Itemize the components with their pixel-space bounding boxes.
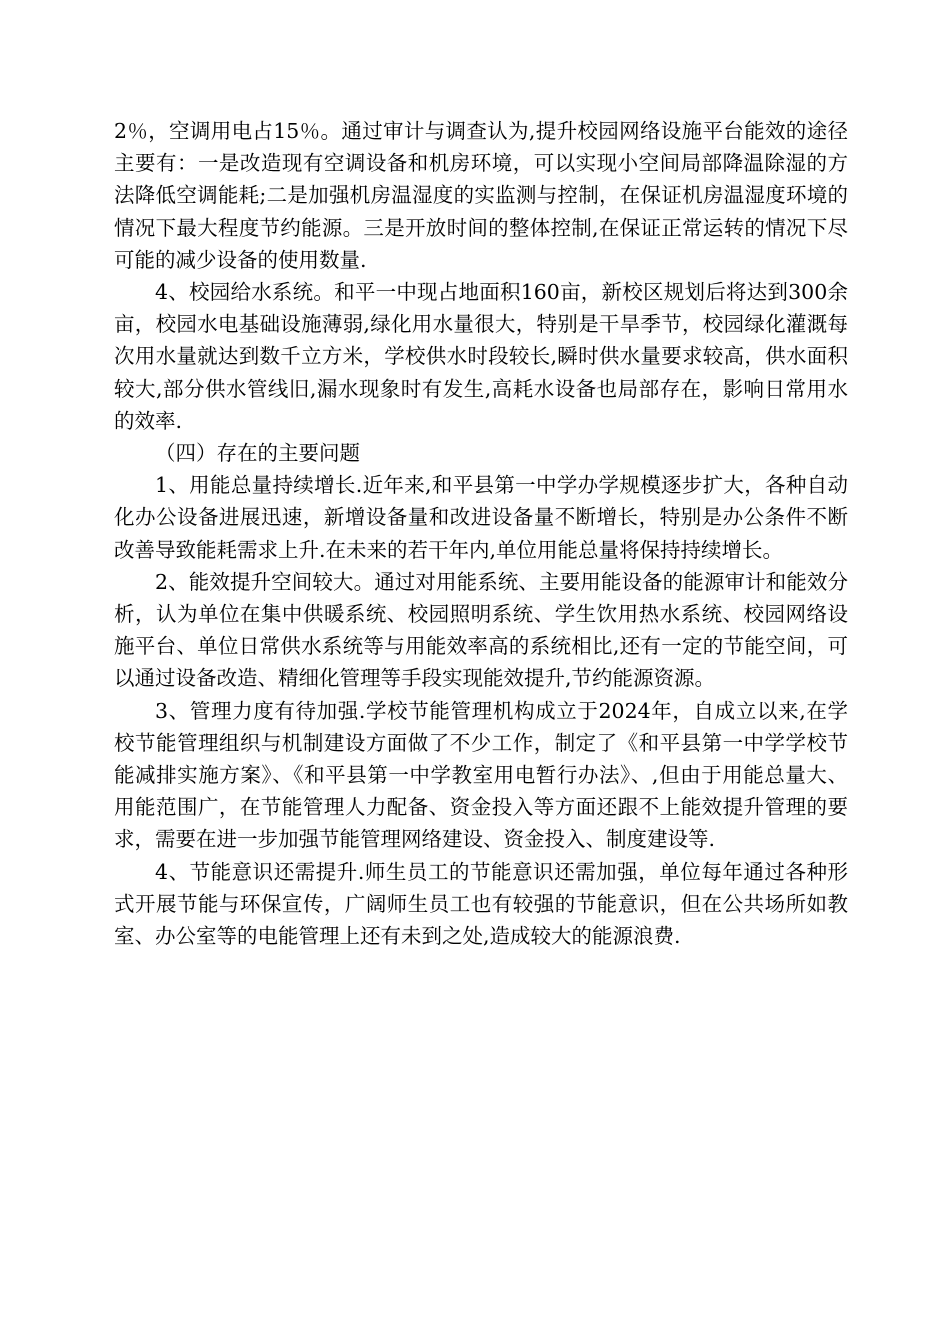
paragraph-awareness: 4、节能意识还需提升.师生员工的节能意识还需加强，单位每年通过各种形式开展节能与环保宣传，广阔师生员工也有较强的节能意识，但在公共场所如教室、办公室等的电能管理上还有未到之处,造成较大的能源浪费. [114, 859, 848, 949]
paragraph-energy-growth: 1、用能总量持续增长.近年来,和平县第一中学办学规模逐步扩大，各种自动化办公设备进展迅速，新增设备量和改进设备量不断增长，特别是办公条件不断改善导致能耗需求上升.在未来的若干年内,单位用能总量将保持持续增长。 [114, 473, 848, 562]
section-heading-main-problems: （四）存在的主要问题 [155, 441, 360, 466]
paragraph-management: 3、管理力度有待加强.学校节能管理机构成立于2024年，自成立以来,在学校节能管理组织与机制建设方面做了不少工作，制定了《和平县第一中学学校节能减排实施方案》、《和平县第一中学教室用电暂行办法》、,但由于用能总量大、用能范围广，在节能管理人力配备、资金投入等方面还跟不上能效提升管理的要求，需要在进一步加强节能管理网络建设、资金投入、制度建设等. [114, 698, 848, 852]
paragraph-water-supply: 4、校园给水系统。和平一中现占地面积160亩，新校区规划后将达到300余亩，校园水电基础设施薄弱,绿化用水量很大，特别是干旱季节，校园绿化灌溉每次用水量就达到数千立方米，学校供水时段较长,瞬时供水量要求较高，供水面积较大,部分供水管线旧,漏水现象时有发生,高耗水设备也局部存在，影响日常用水的效率. [114, 280, 848, 433]
document-body [114, 115, 848, 952]
paragraph-efficiency-potential: 2、能效提升空间较大。通过对用能系统、主要用能设备的能源审计和能效分析，认为单位在集中供暖系统、校园照明系统、学生饮用热水系统、校园网络设施平台、单位日常供水系统等与用能效率高的系统相比,还有一定的节能空间，可以通过设备改造、精细化管理等手段实现能效提升,节约能源资源。 [114, 569, 848, 691]
paragraph-network-efficiency: 2％，空调用电占15％。通过审计与调查认为,提升校园网络设施平台能效的途径主要有：一是改造现有空调设备和机房环境，可以实现小空间局部降温除湿的方法降低空调能耗;二是加强机房温湿度的实监测与控制，在保证机房温湿度环境的情况下最大程度节约能源。三是开放时间的整体控制,在保证正常运转的情况下尽可能的减少设备的使用数量. [114, 119, 848, 272]
